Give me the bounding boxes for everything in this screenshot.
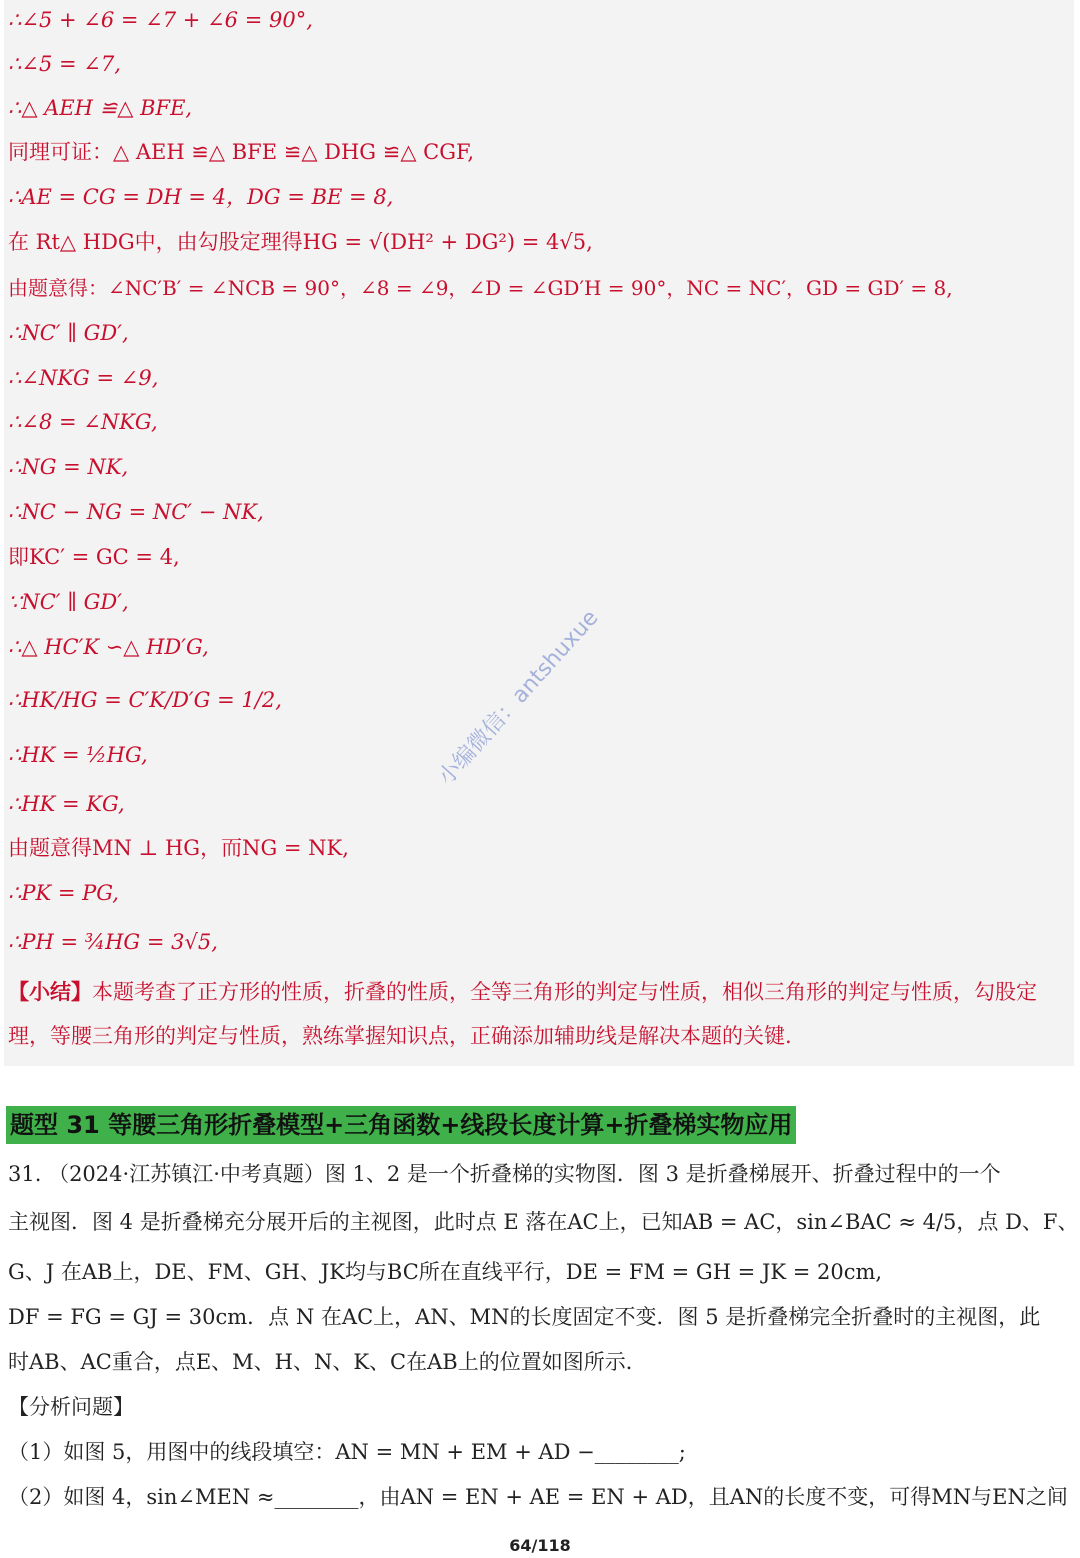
question-line: （1）如图 5，用图中的线段填空：AN = MN + EM + AD −________; [8,1440,686,1464]
solution-line: ∴△ AEH ≌△ BFE, [8,96,193,120]
watermark: 小编微信：antshuxue [433,605,604,791]
solution-line: 即KC′ = GC = 4, [8,545,180,569]
solution-line: ∴∠NKG = ∠9, [8,366,159,390]
question-line: DF = FG = GJ = 30cm．点 N 在AC上，AN、MN的长度固定不变．图 5 是折叠梯完全折叠时的主视图，此 [8,1305,1041,1329]
solution-line: 由题意得：∠NC′B′ = ∠NCB = 90°，∠8 = ∠9，∠D = ∠GD′H = 90°，NC = NC′，GD = GD′ = 8, [8,276,953,300]
summary-tag: 【小结】 [8,979,92,1004]
solution-line: ∵NC′ ∥ GD′, [8,590,129,614]
solution-line: ∴∠5 = ∠7, [8,52,121,76]
summary-paragraph [8,970,1063,1058]
question-line: 【分析问题】 [8,1395,134,1419]
solution-line: ∴∠8 = ∠NKG, [8,410,158,434]
solution-line: ∴△ HC′K ∽△ HD′G, [8,635,209,659]
question-line: 主视图．图 4 是折叠梯充分展开后的主视图，此时点 E 落在AC上，已知AB = AC，sin∠BAC ≈ 4/5，点 D、F、 [8,1210,1079,1234]
question-line: G、J 在AB上，DE、FM、GH、JK均与BC所在直线平行，DE = FM = GH = JK = 20cm, [8,1260,883,1284]
question-line: 时AB、AC重合，点E、M、H、N、K、C在AB上的位置如图所示． [8,1350,647,1374]
summary-text: 本题考查了正方形的性质，折叠的性质，全等三角形的判定与性质，相似三角形的判定与性质，勾股定理，等腰三角形的判定与性质，熟练掌握知识点，正确添加辅助线是解决本题的关键. [8,980,1037,1048]
solution-line: ∴HK = ½HG, [8,743,148,767]
solution-line: 由题意得MN ⊥ HG，而NG = NK, [8,836,349,860]
question-line: 31. （2024·江苏镇江·中考真题）图 1、2 是一个折叠梯的实物图．图 3 是折叠梯展开、折叠过程中的一个 [8,1162,1001,1186]
solution-line: ∴HK = KG, [8,792,125,816]
solution-line: ∴AE = CG = DH = 4，DG = BE = 8, [8,185,394,209]
solution-line: ∴PH = ¾HG = 3√5, [8,930,218,954]
page-number: 64/118 [509,1536,571,1555]
solution-line: ∴∠5 + ∠6 = ∠7 + ∠6 = 90°, [8,8,313,32]
section-title: 题型 31 等腰三角形折叠模型+三角函数+线段长度计算+折叠梯实物应用 [6,1106,796,1144]
solution-line: ∴NC′ ∥ GD′, [8,321,129,345]
solution-line: ∴NC − NG = NC′ − NK, [8,500,264,524]
solution-line: 在 Rt△ HDG中，由勾股定理得HG = √(DH² + DG²) = 4√5, [8,230,593,254]
solution-line: 同理可证：△ AEH ≌△ BFE ≌△ DHG ≌△ CGF, [8,140,474,164]
solution-line: ∴HK/HG = C′K/D′G = 1/2, [8,688,282,712]
question-line: （2）如图 4，sin∠MEN ≈________，由AN = EN + AE = EN + AD，且AN的长度不变，可得MN与EN之间 [8,1485,1068,1509]
solution-line: ∴NG = NK, [8,455,129,479]
solution-line: ∴PK = PG, [8,881,119,905]
